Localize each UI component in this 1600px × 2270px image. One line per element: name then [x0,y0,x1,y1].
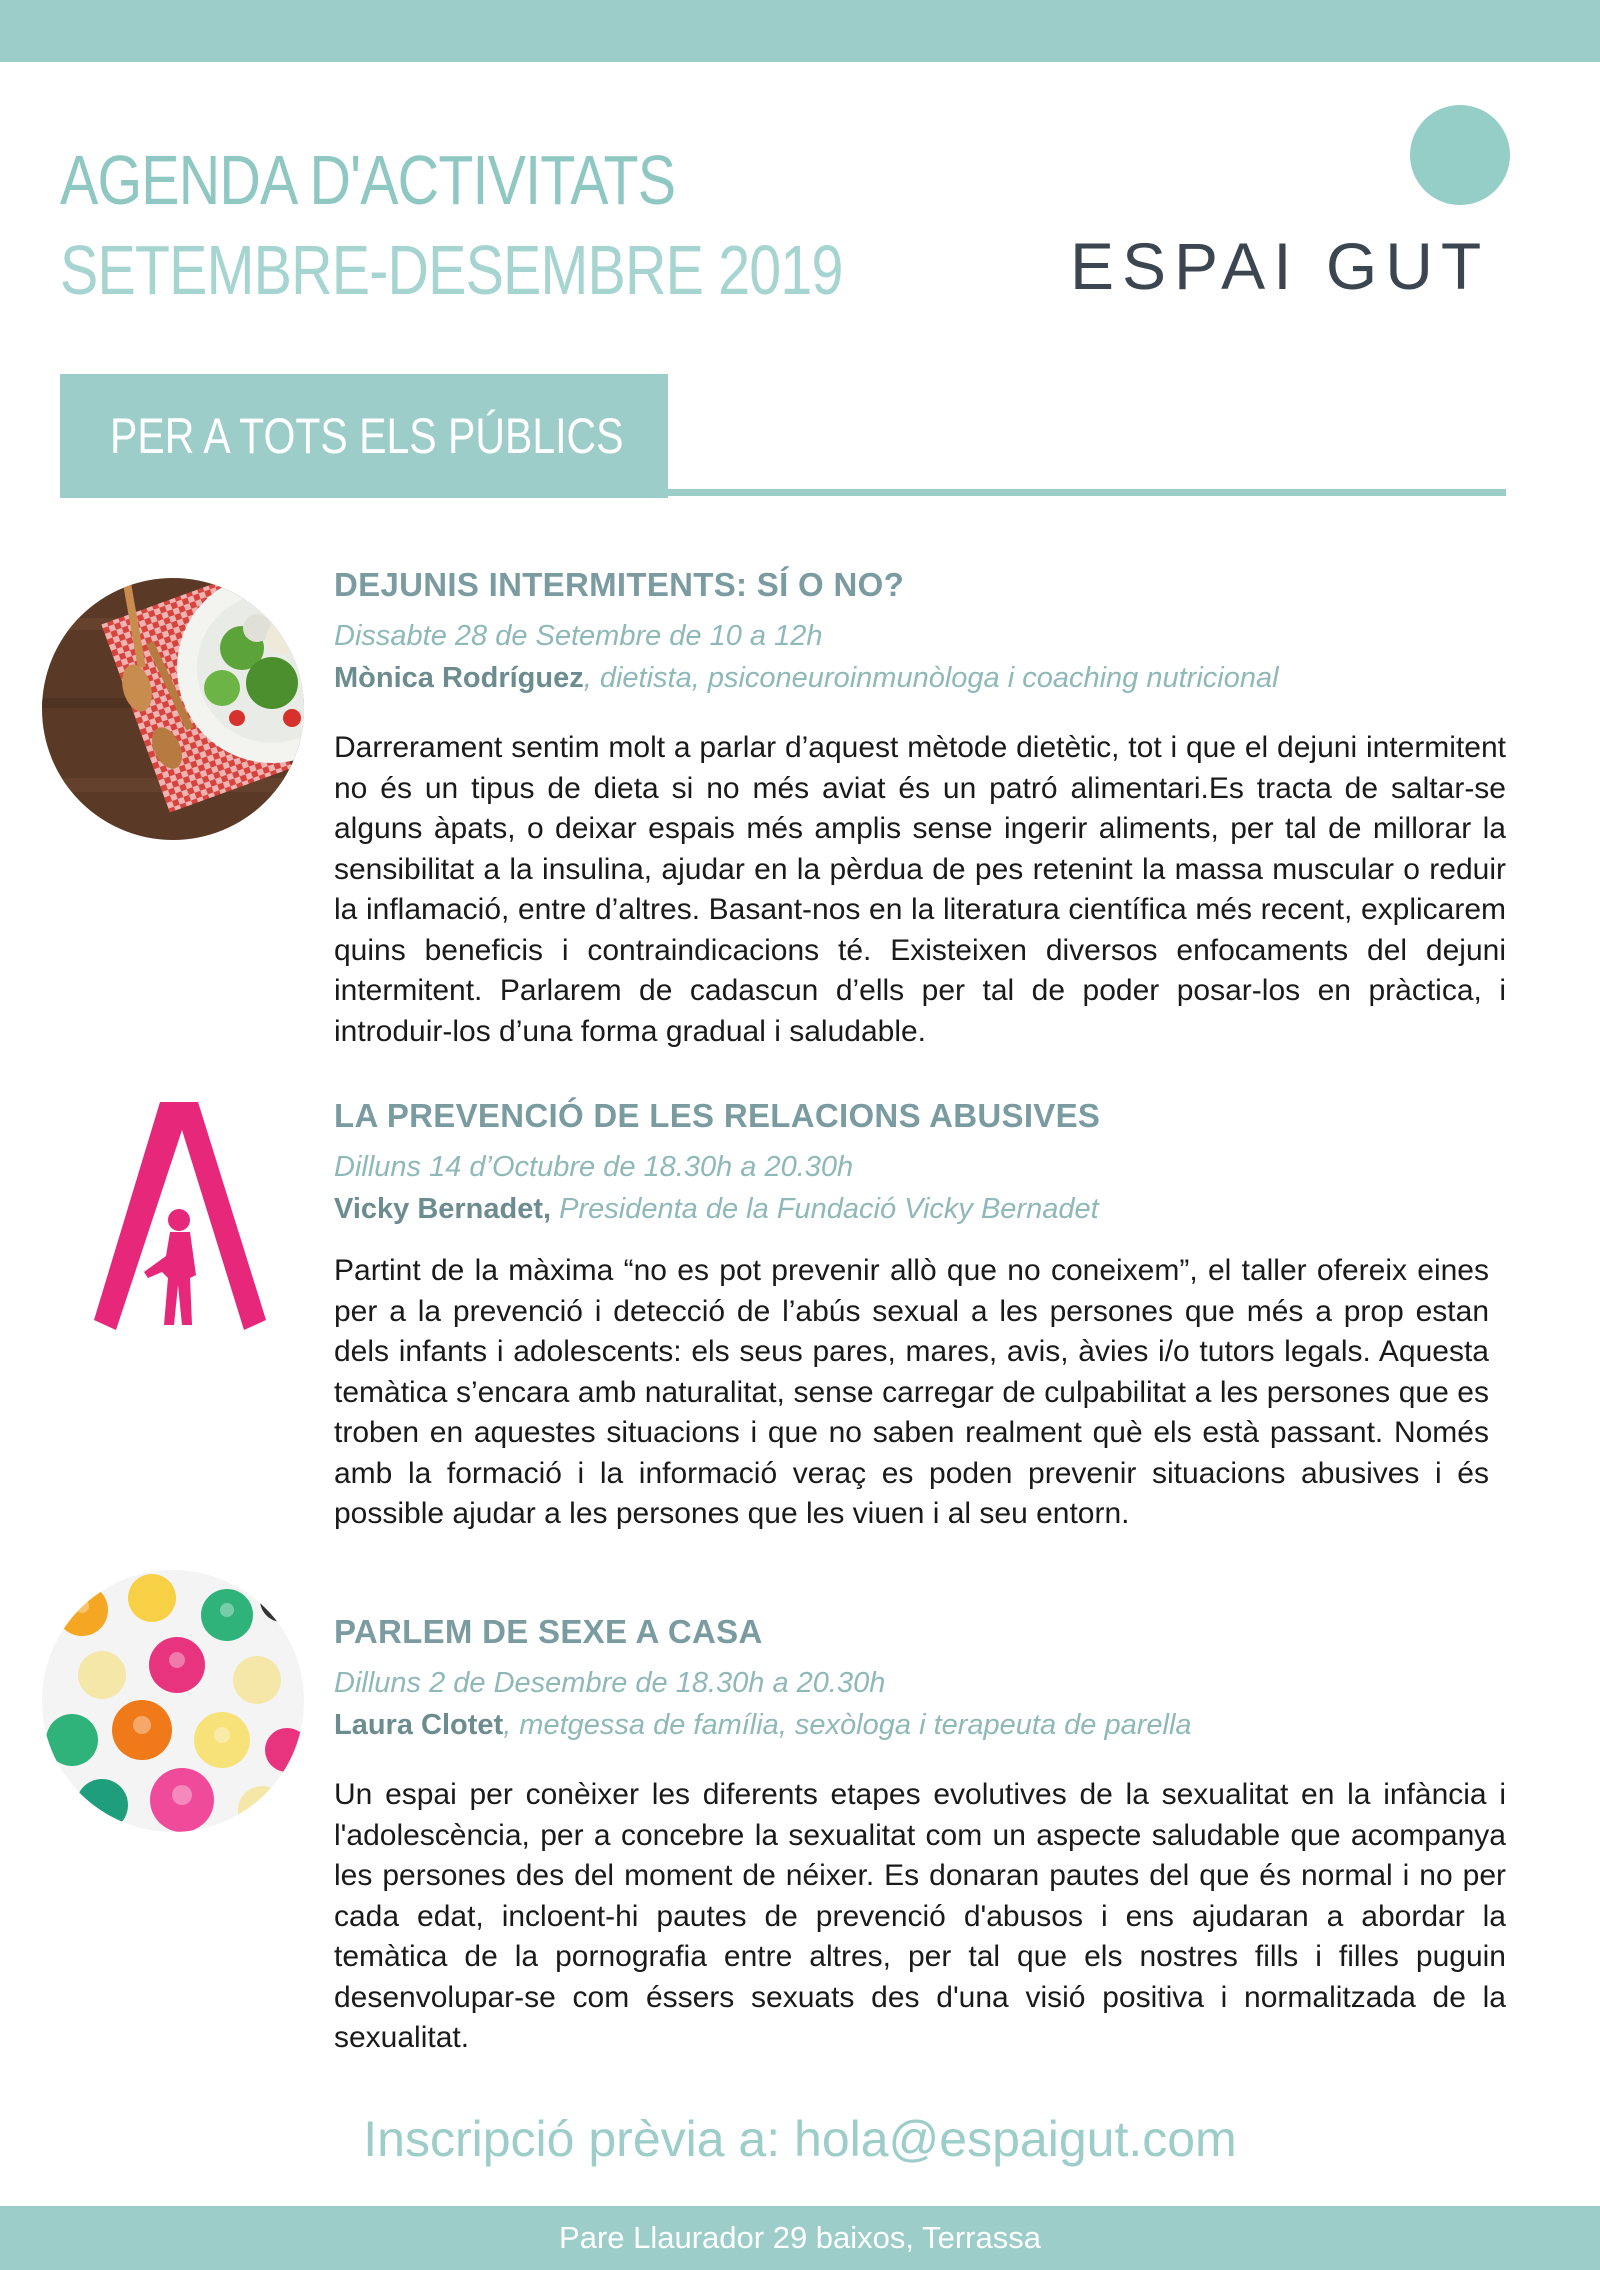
speaker-name: Laura Clotet [334,1709,504,1741]
condoms-photo-icon [42,1570,304,1832]
event-description: Darrerament sentim molt a parlar d’aquest mètode dietètic, tot i que el dejuni intermitent no és un tipus de dieta si no més aviat és un patró alimentari.Es tracta de saltar-se alguns àpats, o deixar espais més amplis sense ingerir aliments, per tal de millorar la sensibilitat a la insulina, ajudar en la pèrdua de pes retenint la massa muscular o reduir la inflamació, entre d’altres. Basant-nos en la literatura científica més recent, explicarem quins beneficis i contraindicacions té. Existeixen diversos enfocaments del dejuni intermitent. Parlarem de cadascun d’ells per tal de poder posar-los en pràctica, i introduir-los d’una forma gradual i saludable. [334,731,1506,1048]
event-date: Dilluns 14 d’Octubre de 18.30h a 20.30h [334,1151,854,1183]
footer-address: Pare Llaurador 29 baixos, Terrassa [559,2220,1041,2255]
section-divider [668,489,1506,496]
event-title: DEJUNIS INTERMITENTS: SÍ O NO? [334,566,905,603]
foundation-logo-icon [78,1100,268,1342]
food-plate-photo-icon [42,578,304,840]
speaker-role: , dietista, psiconeuroinmunòloga i coaching nutricional [583,662,1279,694]
section-label: PER A TOTS ELS PÚBLICS [110,408,624,464]
speaker-role: Presidenta de la Fundació Vicky Bernadet [551,1193,1099,1225]
event-speaker [334,662,1279,695]
event-description: Partint de la màxima “no es pot prevenir allò que no coneixem”, el taller ofereix eines per a la prevenció i detecció de l’abús sexual a les persones que més a prop estan dels infants i adolescents: els seus pares, mares, avis, àvies i/o tutors legals. Aquesta temàtica s’encara amb naturalitat, sense carregar de culpabilitat a les persones que es troben en aquestes situacions i que no saben realment què els està passant. Només amb la formació i la informació veraç es poden prevenir situacions abusives i és possible ajudar a les persones que les viuen i al seu entorn. [334,1254,1489,1530]
top-bar [0,0,1600,62]
signup-email-text: Inscripció prèvia a: hola@espaigut.com [363,2111,1237,2167]
section-header [60,374,668,498]
event-title: PARLEM DE SEXE A CASA [334,1613,763,1650]
speaker-name: Mònica Rodríguez [334,662,584,694]
event-date: Dilluns 2 de Desembre de 18.30h a 20.30h [334,1667,886,1699]
event-speaker [334,1193,1099,1226]
event-description: Un espai per conèixer les diferents etapes evolutives de la sexualitat en la infància i l'adolescència, per a concebre la sexualitat com un aspecte saludable que acompanya les persones des del moment de néixer. Es donaran pautes del que és normal i no per cada edat, incloent-hi pautes de prevenció d'abusos i ens ajudaran a abordar la temàtica de la pornografia entre altres, per tal que els nostres fills i filles puguin desenvolupar-se com éssers sexuats des d'una visió positiva i normalitzada de la sexualitat. [334,1778,1506,2054]
page-subtitle: SETEMBRE-DESEMBRE 2019 [60,231,843,309]
brand-logo-icon [1410,105,1510,205]
page-title: AGENDA D'ACTIVITATS [60,141,676,219]
speaker-name: Vicky Bernadet, [334,1193,552,1225]
event-date: Dissabte 28 de Setembre de 10 a 12h [334,620,823,652]
event-title: LA PREVENCIÓ DE LES RELACIONS ABUSIVES [334,1097,1101,1134]
event-speaker [334,1709,1192,1742]
brand-name: ESPAI GUT [1070,229,1490,303]
footer-bar [0,2206,1600,2270]
speaker-role: , metgessa de família, sexòloga i terapeuta de parella [503,1709,1192,1741]
